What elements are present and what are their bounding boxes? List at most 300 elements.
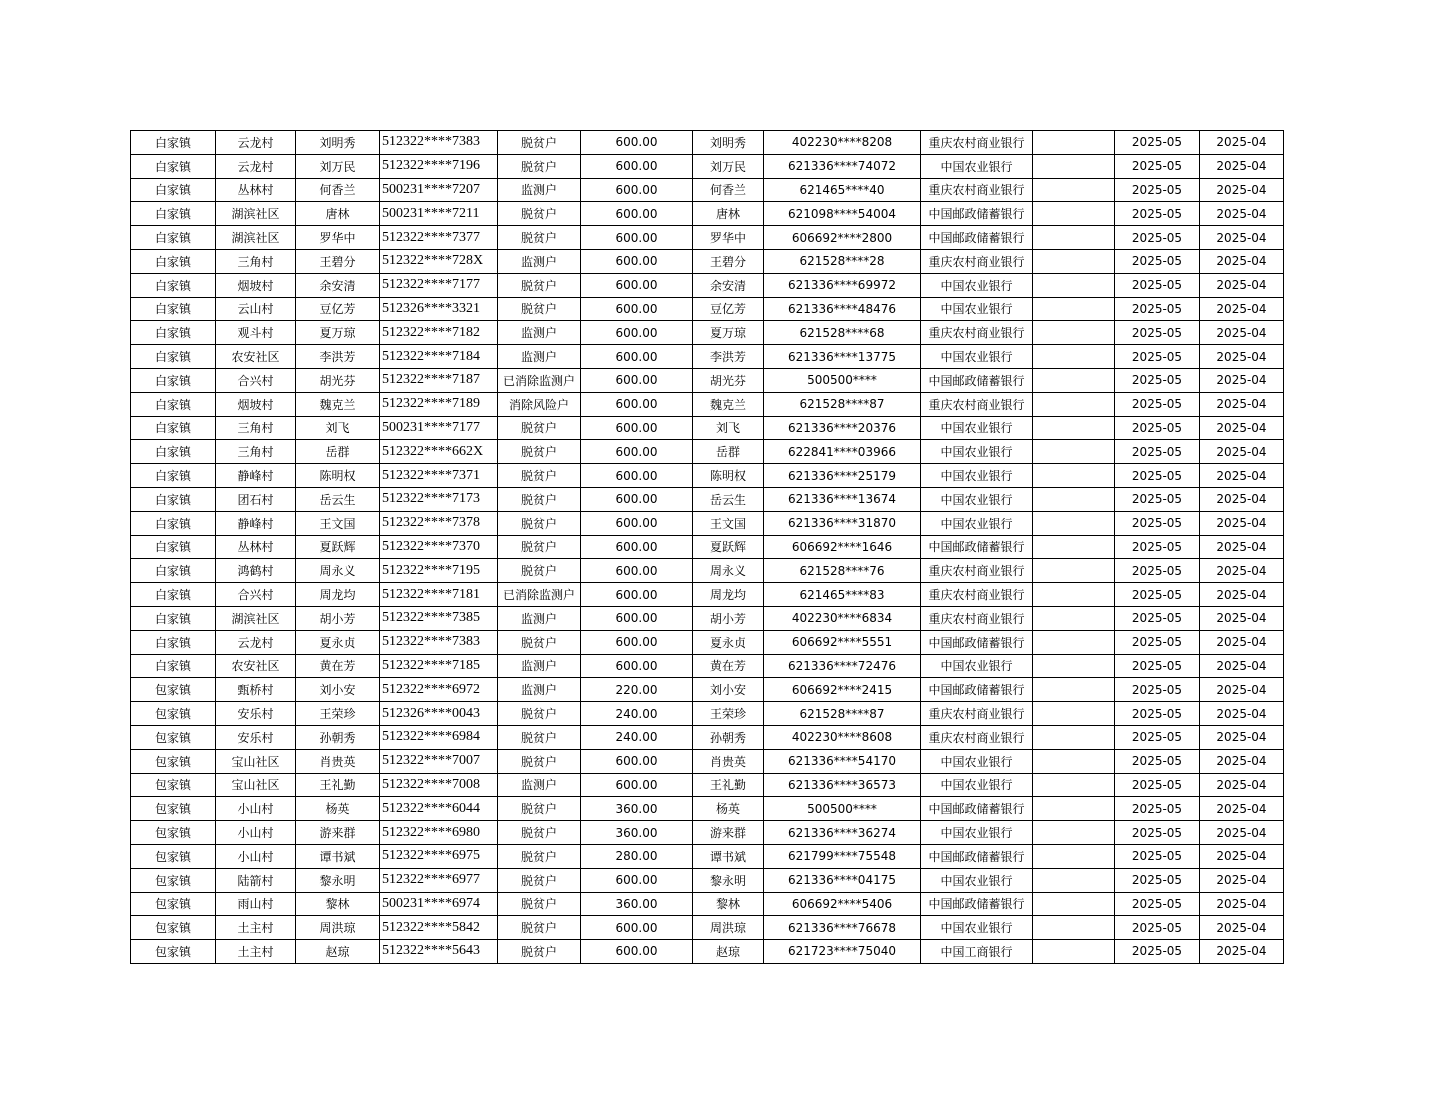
id-number-cell: 500231****7177 [380, 416, 498, 440]
period-month-cell: 2025-04 [1200, 606, 1284, 630]
account-holder-cell: 黎林 [693, 892, 764, 916]
town-cell: 白家镇 [131, 392, 216, 416]
account-number-cell: 621465****40 [764, 178, 921, 202]
period-month-cell: 2025-04 [1200, 273, 1284, 297]
name-cell: 黎林 [296, 892, 380, 916]
table-row [131, 368, 1284, 392]
account-number-cell: 621336****13674 [764, 487, 921, 511]
issue-month-cell: 2025-05 [1115, 273, 1200, 297]
amount-cell: 600.00 [581, 606, 693, 630]
account-holder-cell: 谭书斌 [693, 844, 764, 868]
issue-month-cell: 2025-05 [1115, 868, 1200, 892]
blank-cell [1033, 273, 1115, 297]
town-cell: 白家镇 [131, 178, 216, 202]
issue-month-cell: 2025-05 [1115, 535, 1200, 559]
name-cell: 夏永贞 [296, 630, 380, 654]
issue-month-cell: 2025-05 [1115, 797, 1200, 821]
period-month-cell: 2025-04 [1200, 131, 1284, 155]
bank-cell: 中国农业银行 [921, 654, 1033, 678]
town-cell: 包家镇 [131, 940, 216, 964]
bank-cell: 重庆农村商业银行 [921, 606, 1033, 630]
account-holder-cell: 唐林 [693, 202, 764, 226]
blank-cell [1033, 131, 1115, 155]
blank-cell [1033, 749, 1115, 773]
town-cell: 包家镇 [131, 868, 216, 892]
account-holder-cell: 杨英 [693, 797, 764, 821]
town-cell: 包家镇 [131, 821, 216, 845]
village-cell: 小山村 [216, 844, 296, 868]
amount-cell: 600.00 [581, 321, 693, 345]
amount-cell: 600.00 [581, 773, 693, 797]
period-month-cell: 2025-04 [1200, 416, 1284, 440]
period-month-cell: 2025-04 [1200, 892, 1284, 916]
blank-cell [1033, 559, 1115, 583]
id-number-cell: 512322****6044 [380, 797, 498, 821]
table-row [131, 702, 1284, 726]
household-type-cell: 监测户 [498, 606, 581, 630]
name-cell: 夏跃辉 [296, 535, 380, 559]
account-number-cell: 606692****2415 [764, 678, 921, 702]
town-cell: 白家镇 [131, 654, 216, 678]
bank-cell: 中国邮政储蓄银行 [921, 226, 1033, 250]
id-number-cell: 512322****7189 [380, 392, 498, 416]
id-number-cell: 512322****7008 [380, 773, 498, 797]
account-holder-cell: 游来群 [693, 821, 764, 845]
name-cell: 黎永明 [296, 868, 380, 892]
account-number-cell: 606692****2800 [764, 226, 921, 250]
town-cell: 包家镇 [131, 892, 216, 916]
village-cell: 云龙村 [216, 154, 296, 178]
id-number-cell: 512322****7377 [380, 226, 498, 250]
bank-cell: 重庆农村商业银行 [921, 392, 1033, 416]
table-row [131, 583, 1284, 607]
issue-month-cell: 2025-05 [1115, 487, 1200, 511]
table-row [131, 606, 1284, 630]
household-type-cell: 脱贫户 [498, 487, 581, 511]
amount-cell: 600.00 [581, 392, 693, 416]
table-row [131, 345, 1284, 369]
id-number-cell: 512322****6980 [380, 821, 498, 845]
period-month-cell: 2025-04 [1200, 487, 1284, 511]
town-cell: 白家镇 [131, 535, 216, 559]
blank-cell [1033, 297, 1115, 321]
blank-cell [1033, 511, 1115, 535]
town-cell: 白家镇 [131, 321, 216, 345]
id-number-cell: 512322****7007 [380, 749, 498, 773]
account-number-cell: 621336****72476 [764, 654, 921, 678]
id-number-cell: 500231****7211 [380, 202, 498, 226]
table-row [131, 678, 1284, 702]
table-row [131, 749, 1284, 773]
bank-cell: 重庆农村商业银行 [921, 725, 1033, 749]
issue-month-cell: 2025-05 [1115, 226, 1200, 250]
issue-month-cell: 2025-05 [1115, 606, 1200, 630]
id-number-cell: 512322****662X [380, 440, 498, 464]
table-row [131, 249, 1284, 273]
issue-month-cell: 2025-05 [1115, 154, 1200, 178]
account-number-cell: 621528****87 [764, 392, 921, 416]
account-number-cell: 621336****76678 [764, 916, 921, 940]
household-type-cell: 监测户 [498, 678, 581, 702]
table-row [131, 464, 1284, 488]
amount-cell: 240.00 [581, 702, 693, 726]
bank-cell: 中国农业银行 [921, 297, 1033, 321]
village-cell: 丛林村 [216, 535, 296, 559]
account-number-cell: 606692****1646 [764, 535, 921, 559]
blank-cell [1033, 345, 1115, 369]
bank-cell: 中国邮政储蓄银行 [921, 630, 1033, 654]
bank-cell: 中国农业银行 [921, 773, 1033, 797]
amount-cell: 600.00 [581, 749, 693, 773]
name-cell: 肖贵英 [296, 749, 380, 773]
household-type-cell: 脱贫户 [498, 416, 581, 440]
table-row [131, 725, 1284, 749]
blank-cell [1033, 535, 1115, 559]
town-cell: 白家镇 [131, 464, 216, 488]
name-cell: 岳群 [296, 440, 380, 464]
bank-cell: 中国农业银行 [921, 821, 1033, 845]
blank-cell [1033, 844, 1115, 868]
period-month-cell: 2025-04 [1200, 630, 1284, 654]
blank-cell [1033, 321, 1115, 345]
table-row [131, 535, 1284, 559]
amount-cell: 600.00 [581, 630, 693, 654]
amount-cell: 600.00 [581, 464, 693, 488]
blank-cell [1033, 773, 1115, 797]
household-type-cell: 脱贫户 [498, 154, 581, 178]
name-cell: 杨英 [296, 797, 380, 821]
name-cell: 豆亿芳 [296, 297, 380, 321]
town-cell: 白家镇 [131, 487, 216, 511]
name-cell: 刘小安 [296, 678, 380, 702]
bank-cell: 中国邮政储蓄银行 [921, 202, 1033, 226]
name-cell: 胡光芬 [296, 368, 380, 392]
bank-cell: 中国邮政储蓄银行 [921, 535, 1033, 559]
bank-cell: 中国农业银行 [921, 273, 1033, 297]
amount-cell: 600.00 [581, 868, 693, 892]
name-cell: 周洪琼 [296, 916, 380, 940]
account-number-cell: 621336****31870 [764, 511, 921, 535]
town-cell: 白家镇 [131, 583, 216, 607]
amount-cell: 600.00 [581, 487, 693, 511]
blank-cell [1033, 368, 1115, 392]
town-cell: 白家镇 [131, 202, 216, 226]
account-number-cell: 622841****03966 [764, 440, 921, 464]
amount-cell: 600.00 [581, 511, 693, 535]
amount-cell: 600.00 [581, 535, 693, 559]
account-holder-cell: 肖贵英 [693, 749, 764, 773]
village-cell: 土主村 [216, 940, 296, 964]
account-holder-cell: 刘明秀 [693, 131, 764, 155]
period-month-cell: 2025-04 [1200, 178, 1284, 202]
id-number-cell: 512322****7371 [380, 464, 498, 488]
bank-cell: 中国邮政储蓄银行 [921, 892, 1033, 916]
account-holder-cell: 王荣珍 [693, 702, 764, 726]
issue-month-cell: 2025-05 [1115, 321, 1200, 345]
village-cell: 静峰村 [216, 464, 296, 488]
account-number-cell: 621528****87 [764, 702, 921, 726]
name-cell: 何香兰 [296, 178, 380, 202]
account-holder-cell: 刘万民 [693, 154, 764, 178]
issue-month-cell: 2025-05 [1115, 821, 1200, 845]
account-number-cell: 621465****83 [764, 583, 921, 607]
table-body [131, 131, 1284, 964]
id-number-cell: 512322****7177 [380, 273, 498, 297]
household-type-cell: 脱贫户 [498, 797, 581, 821]
account-holder-cell: 夏跃辉 [693, 535, 764, 559]
id-number-cell: 512322****6975 [380, 844, 498, 868]
blank-cell [1033, 797, 1115, 821]
household-type-cell: 脱贫户 [498, 844, 581, 868]
blank-cell [1033, 940, 1115, 964]
blank-cell [1033, 487, 1115, 511]
household-type-cell: 脱贫户 [498, 725, 581, 749]
household-type-cell: 脱贫户 [498, 892, 581, 916]
household-type-cell: 已消除监测户 [498, 368, 581, 392]
amount-cell: 600.00 [581, 345, 693, 369]
account-number-cell: 621336****04175 [764, 868, 921, 892]
village-cell: 三角村 [216, 249, 296, 273]
village-cell: 合兴村 [216, 368, 296, 392]
bank-cell: 重庆农村商业银行 [921, 131, 1033, 155]
village-cell: 农安社区 [216, 345, 296, 369]
town-cell: 白家镇 [131, 368, 216, 392]
village-cell: 农安社区 [216, 654, 296, 678]
period-month-cell: 2025-04 [1200, 249, 1284, 273]
id-number-cell: 512322****7195 [380, 559, 498, 583]
account-holder-cell: 岳群 [693, 440, 764, 464]
town-cell: 白家镇 [131, 630, 216, 654]
account-holder-cell: 夏万琼 [693, 321, 764, 345]
amount-cell: 600.00 [581, 154, 693, 178]
period-month-cell: 2025-04 [1200, 154, 1284, 178]
table-row [131, 321, 1284, 345]
table-row [131, 797, 1284, 821]
town-cell: 白家镇 [131, 345, 216, 369]
account-number-cell: 621528****28 [764, 249, 921, 273]
household-type-cell: 脱贫户 [498, 297, 581, 321]
amount-cell: 600.00 [581, 654, 693, 678]
account-holder-cell: 赵琼 [693, 940, 764, 964]
village-cell: 三角村 [216, 440, 296, 464]
blank-cell [1033, 416, 1115, 440]
town-cell: 白家镇 [131, 249, 216, 273]
name-cell: 王碧分 [296, 249, 380, 273]
id-number-cell: 512322****7181 [380, 583, 498, 607]
issue-month-cell: 2025-05 [1115, 368, 1200, 392]
issue-month-cell: 2025-05 [1115, 464, 1200, 488]
account-number-cell: 621528****68 [764, 321, 921, 345]
id-number-cell: 512322****7196 [380, 154, 498, 178]
id-number-cell: 512322****5643 [380, 940, 498, 964]
issue-month-cell: 2025-05 [1115, 916, 1200, 940]
name-cell: 胡小芳 [296, 606, 380, 630]
table-row [131, 773, 1284, 797]
table-row [131, 392, 1284, 416]
account-number-cell: 606692****5406 [764, 892, 921, 916]
name-cell: 唐林 [296, 202, 380, 226]
issue-month-cell: 2025-05 [1115, 249, 1200, 273]
issue-month-cell: 2025-05 [1115, 131, 1200, 155]
issue-month-cell: 2025-05 [1115, 559, 1200, 583]
household-type-cell: 监测户 [498, 321, 581, 345]
table-row [131, 131, 1284, 155]
village-cell: 湖滨社区 [216, 202, 296, 226]
account-holder-cell: 余安清 [693, 273, 764, 297]
period-month-cell: 2025-04 [1200, 773, 1284, 797]
period-month-cell: 2025-04 [1200, 678, 1284, 702]
account-holder-cell: 周龙均 [693, 583, 764, 607]
town-cell: 包家镇 [131, 702, 216, 726]
household-type-cell: 脱贫户 [498, 464, 581, 488]
town-cell: 白家镇 [131, 297, 216, 321]
amount-cell: 600.00 [581, 416, 693, 440]
id-number-cell: 512322****7383 [380, 131, 498, 155]
village-cell: 静峰村 [216, 511, 296, 535]
period-month-cell: 2025-04 [1200, 916, 1284, 940]
name-cell: 王文国 [296, 511, 380, 535]
household-type-cell: 监测户 [498, 345, 581, 369]
household-type-cell: 已消除监测户 [498, 583, 581, 607]
town-cell: 白家镇 [131, 154, 216, 178]
id-number-cell: 500231****6974 [380, 892, 498, 916]
name-cell: 周龙均 [296, 583, 380, 607]
account-number-cell: 606692****5551 [764, 630, 921, 654]
blank-cell [1033, 178, 1115, 202]
data-table [130, 130, 1284, 964]
issue-month-cell: 2025-05 [1115, 583, 1200, 607]
table-row [131, 297, 1284, 321]
id-number-cell: 512322****7370 [380, 535, 498, 559]
issue-month-cell: 2025-05 [1115, 416, 1200, 440]
period-month-cell: 2025-04 [1200, 844, 1284, 868]
name-cell: 夏万琼 [296, 321, 380, 345]
account-holder-cell: 黎永明 [693, 868, 764, 892]
household-type-cell: 消除风险户 [498, 392, 581, 416]
amount-cell: 600.00 [581, 583, 693, 607]
bank-cell: 中国农业银行 [921, 440, 1033, 464]
bank-cell: 中国农业银行 [921, 416, 1033, 440]
blank-cell [1033, 464, 1115, 488]
account-number-cell: 621336****25179 [764, 464, 921, 488]
issue-month-cell: 2025-05 [1115, 940, 1200, 964]
period-month-cell: 2025-04 [1200, 392, 1284, 416]
household-type-cell: 脱贫户 [498, 916, 581, 940]
household-type-cell: 监测户 [498, 773, 581, 797]
bank-cell: 中国农业银行 [921, 154, 1033, 178]
table-row [131, 559, 1284, 583]
household-type-cell: 脱贫户 [498, 273, 581, 297]
household-type-cell: 脱贫户 [498, 821, 581, 845]
account-holder-cell: 孙朝秀 [693, 725, 764, 749]
period-month-cell: 2025-04 [1200, 226, 1284, 250]
issue-month-cell: 2025-05 [1115, 630, 1200, 654]
account-number-cell: 621336****13775 [764, 345, 921, 369]
village-cell: 云山村 [216, 297, 296, 321]
household-type-cell: 脱贫户 [498, 559, 581, 583]
issue-month-cell: 2025-05 [1115, 178, 1200, 202]
id-number-cell: 512322****7378 [380, 511, 498, 535]
account-number-cell: 621336****36274 [764, 821, 921, 845]
household-type-cell: 脱贫户 [498, 511, 581, 535]
table-row [131, 844, 1284, 868]
period-month-cell: 2025-04 [1200, 202, 1284, 226]
bank-cell: 中国农业银行 [921, 916, 1033, 940]
name-cell: 刘万民 [296, 154, 380, 178]
bank-cell: 重庆农村商业银行 [921, 178, 1033, 202]
account-holder-cell: 李洪芳 [693, 345, 764, 369]
account-number-cell: 621336****36573 [764, 773, 921, 797]
id-number-cell: 512326****0043 [380, 702, 498, 726]
bank-cell: 中国农业银行 [921, 511, 1033, 535]
blank-cell [1033, 725, 1115, 749]
table-row [131, 868, 1284, 892]
bank-cell: 中国农业银行 [921, 464, 1033, 488]
issue-month-cell: 2025-05 [1115, 749, 1200, 773]
village-cell: 湖滨社区 [216, 226, 296, 250]
account-holder-cell: 黄在芳 [693, 654, 764, 678]
account-number-cell: 621336****48476 [764, 297, 921, 321]
household-type-cell: 脱贫户 [498, 131, 581, 155]
household-type-cell: 脱贫户 [498, 535, 581, 559]
name-cell: 李洪芳 [296, 345, 380, 369]
issue-month-cell: 2025-05 [1115, 392, 1200, 416]
village-cell: 云龙村 [216, 131, 296, 155]
account-holder-cell: 王礼勤 [693, 773, 764, 797]
id-number-cell: 512322****7383 [380, 630, 498, 654]
household-type-cell: 监测户 [498, 654, 581, 678]
account-holder-cell: 魏克兰 [693, 392, 764, 416]
table-row [131, 940, 1284, 964]
village-cell: 烟坡村 [216, 392, 296, 416]
village-cell: 云龙村 [216, 630, 296, 654]
name-cell: 黄在芳 [296, 654, 380, 678]
village-cell: 观斗村 [216, 321, 296, 345]
table-row [131, 916, 1284, 940]
village-cell: 团石村 [216, 487, 296, 511]
household-type-cell: 监测户 [498, 178, 581, 202]
account-holder-cell: 陈明权 [693, 464, 764, 488]
town-cell: 包家镇 [131, 749, 216, 773]
issue-month-cell: 2025-05 [1115, 654, 1200, 678]
household-type-cell: 脱贫户 [498, 940, 581, 964]
blank-cell [1033, 392, 1115, 416]
town-cell: 白家镇 [131, 606, 216, 630]
bank-cell: 重庆农村商业银行 [921, 583, 1033, 607]
table-row [131, 154, 1284, 178]
blank-cell [1033, 154, 1115, 178]
account-number-cell: 621336****54170 [764, 749, 921, 773]
bank-cell: 中国农业银行 [921, 868, 1033, 892]
amount-cell: 600.00 [581, 202, 693, 226]
amount-cell: 600.00 [581, 559, 693, 583]
period-month-cell: 2025-04 [1200, 559, 1284, 583]
blank-cell [1033, 202, 1115, 226]
town-cell: 包家镇 [131, 725, 216, 749]
bank-cell: 中国农业银行 [921, 345, 1033, 369]
account-number-cell: 621799****75548 [764, 844, 921, 868]
blank-cell [1033, 892, 1115, 916]
name-cell: 谭书斌 [296, 844, 380, 868]
amount-cell: 280.00 [581, 844, 693, 868]
village-cell: 三角村 [216, 416, 296, 440]
issue-month-cell: 2025-05 [1115, 892, 1200, 916]
amount-cell: 600.00 [581, 178, 693, 202]
village-cell: 宝山社区 [216, 749, 296, 773]
name-cell: 刘飞 [296, 416, 380, 440]
village-cell: 小山村 [216, 797, 296, 821]
issue-month-cell: 2025-05 [1115, 702, 1200, 726]
